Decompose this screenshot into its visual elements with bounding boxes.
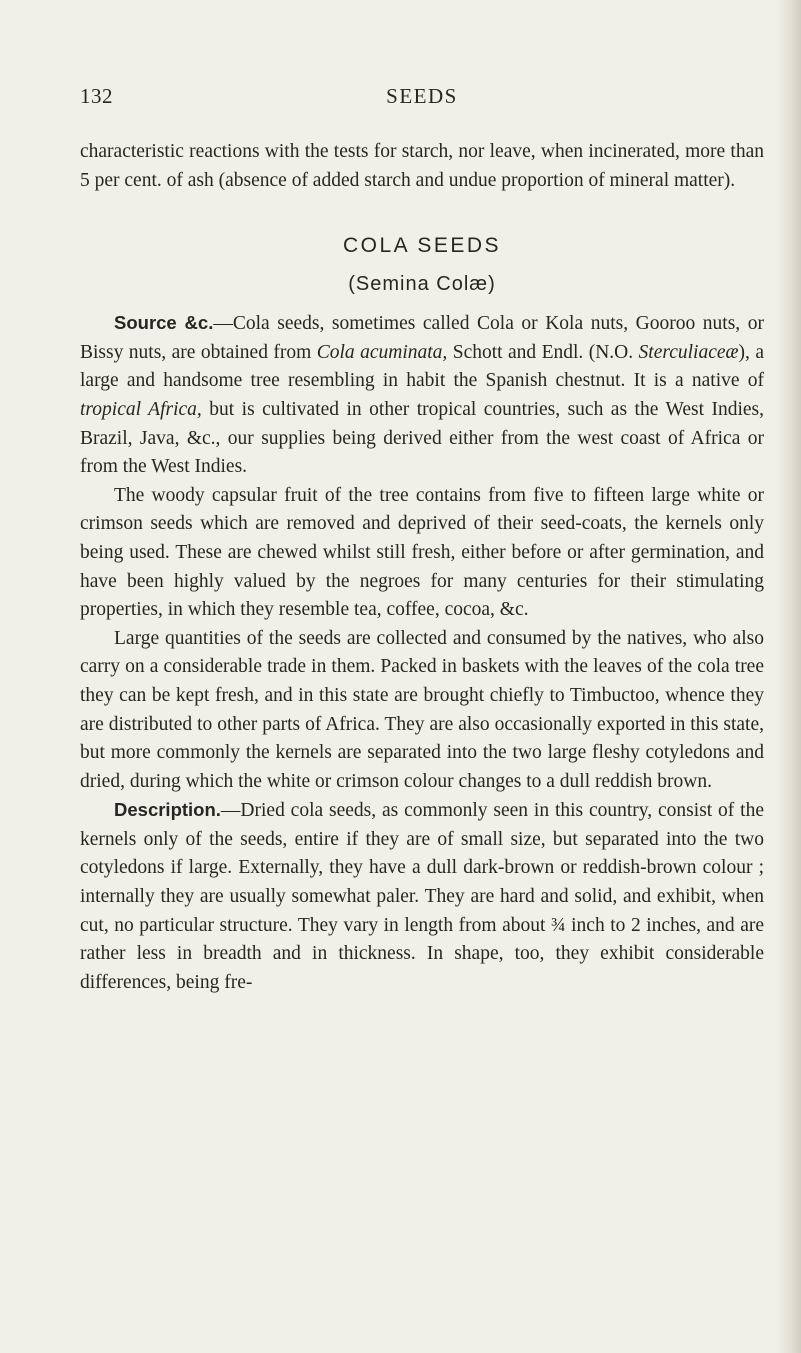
source-heading: Source &c. xyxy=(114,312,214,334)
book-page xyxy=(80,84,764,997)
page-number: 132 xyxy=(80,84,113,108)
source-text-2: Schott and Endl. (N.O. xyxy=(447,341,639,363)
running-title: SEEDS xyxy=(386,84,458,108)
source-text-1: —Cola seeds, sometimes called Cola or Kola nuts, Gooroo nuts, or Bissy nuts, are obtained from xyxy=(80,313,764,363)
capsular-fruit-paragraph: The woody capsular fruit of the tree contains from five to fifteen large white or crimson seeds which are removed and deprived of their seed-coats, the kernels only being used. These are chewed whilst still fresh, either before or after germination, and have been highly valued by the negroes for many centuries for their stimulating properties, in which they resemble tea, coffee, cocoa, &c. xyxy=(80,484,764,621)
description-heading: Description. xyxy=(114,799,221,821)
section-subtitle: (Semina Colæ) xyxy=(348,273,496,296)
page-edge-shadow xyxy=(775,0,801,1353)
source-italic-species: Cola acuminata, xyxy=(316,341,448,363)
source-italic-region: tropical Africa, xyxy=(80,398,202,420)
trade-paragraph: Large quantities of the seeds are collected and consumed by the natives, who also carry on a considerable trade in them. Packed in baskets with the leaves of the cola tree they can be kept fresh, and in this state are brought chiefly to Timbuctoo, whence they are distributed to other parts of Africa. They are also occasionally exported in this state, but more commonly the kernels are separated into the two large fleshy cotyledons and dried, during which the white or crimson colour changes to a dull reddish brown. xyxy=(80,627,764,792)
continuation-paragraph: characteristic reactions with the tests for starch, nor leave, when incinerated, more than 5 per cent. of ash (absence of added starch and undue proportion of mineral matter). xyxy=(80,141,764,191)
section-title: COLA SEEDS xyxy=(342,234,502,258)
description-text: —Dried cola seeds, as commonly seen in this country, consist of the kernels only of the seeds, entire if they are of small size, but separated into the two cotyledons if large. Externally, they have a dull dark-brown or reddish-brown colour ; internally they are usually somewhat paler. They are hard and solid, and exhibit, when cut, no particular structure. They vary in length from about ¾ inch to 2 inches, and are rather less in breadth and in thickness. In shape, too, they exhibit considerable differences, being fre- xyxy=(80,800,764,993)
running-head xyxy=(80,84,764,114)
source-paragraph xyxy=(80,309,764,482)
description-paragraph xyxy=(80,796,764,997)
source-text-4: but is cultivated in other tropical countries, such as the West Indies, Brazil, Java, &c., our supplies being derived either from the west coast of Africa or from the West Indies. xyxy=(80,398,764,478)
source-text-3: ), a large and handsome tree resembling in habit the Spanish chestnut. It is a native of xyxy=(80,341,764,392)
source-italic-family: Sterculiaceæ xyxy=(638,341,739,363)
